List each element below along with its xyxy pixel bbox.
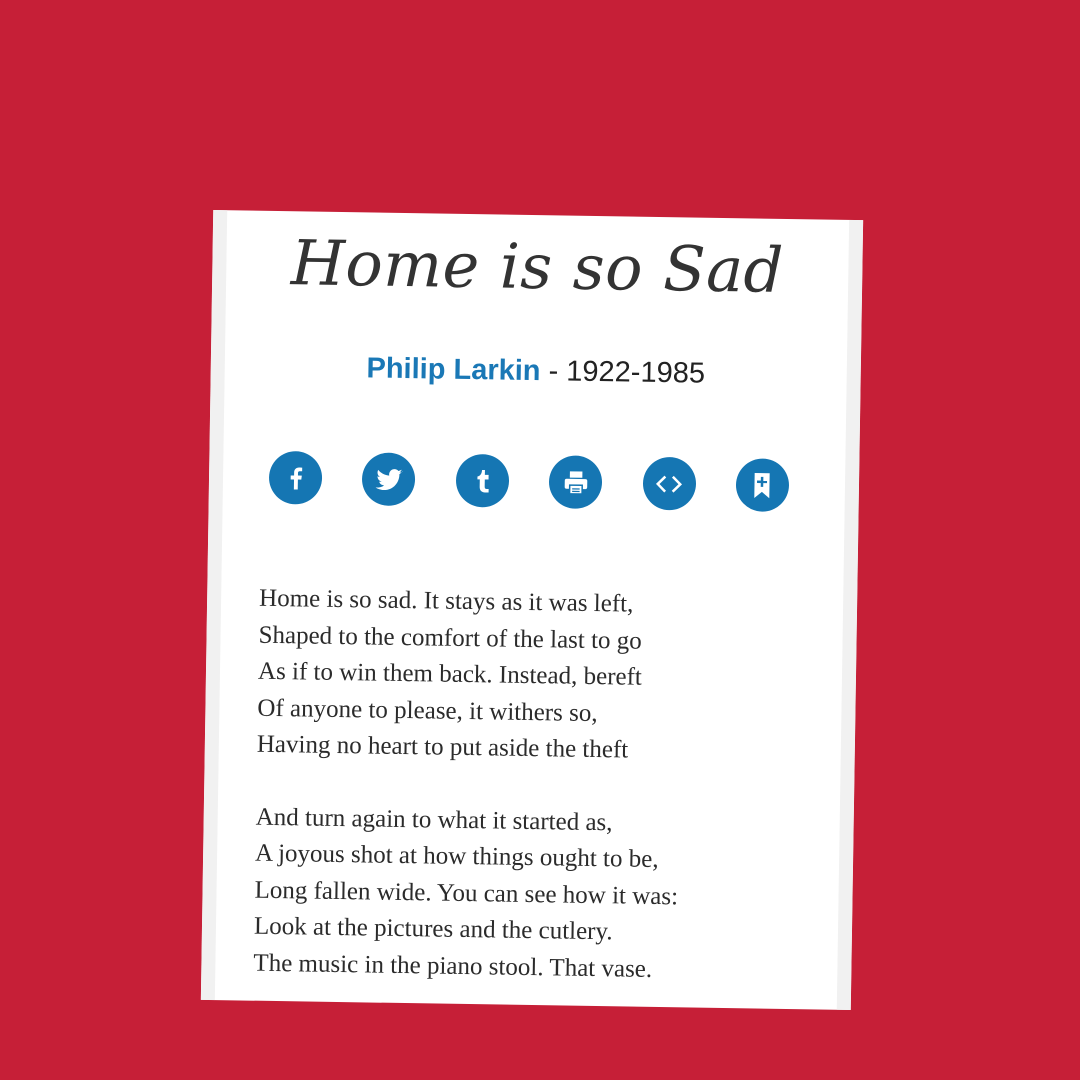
poem-line: As if to win them back. Instead, bereft	[257, 657, 643, 691]
embed-icon	[654, 468, 684, 498]
poem-body	[253, 581, 780, 1010]
poem-title: Home is so Sad	[290, 226, 785, 307]
embed-button[interactable]	[642, 457, 696, 511]
poem-card	[201, 210, 863, 1010]
stanza-1	[257, 581, 780, 772]
facebook-icon	[280, 463, 310, 493]
twitter-icon	[373, 463, 405, 495]
share-toolbar	[269, 451, 790, 519]
poem-line: Shaped to the comfort of the last to go	[258, 621, 643, 655]
poem-line: Long fallen wide. You can see how it was:	[254, 876, 679, 910]
twitter-share-button[interactable]	[362, 452, 416, 506]
poem-line: Look at the pictures and the cutlery.	[253, 912, 613, 946]
print-button[interactable]	[549, 455, 603, 509]
poem-line: And turn again to what it started as,	[255, 803, 613, 836]
poem-line: The music in the piano stool. That vase.	[253, 949, 653, 983]
poem-line: Home is so sad. It stays as it was left,	[258, 584, 634, 618]
stanza-2	[253, 799, 776, 990]
facebook-share-button[interactable]	[269, 451, 323, 505]
poem-line: A joyous shot at how things ought to be,	[254, 839, 659, 874]
author-dates: - 1922-1985	[540, 355, 706, 390]
bookmark-button[interactable]	[736, 458, 790, 512]
author-link[interactable]: Philip Larkin	[366, 352, 541, 388]
tumblr-icon	[467, 465, 497, 495]
tumblr-share-button[interactable]	[455, 454, 509, 508]
bookmark-icon	[747, 470, 777, 500]
byline	[211, 350, 861, 393]
print-icon	[560, 467, 590, 497]
poem-line: Of anyone to please, it withers so,	[257, 694, 598, 727]
poem-line: Having no heart to put aside the theft	[256, 730, 629, 764]
